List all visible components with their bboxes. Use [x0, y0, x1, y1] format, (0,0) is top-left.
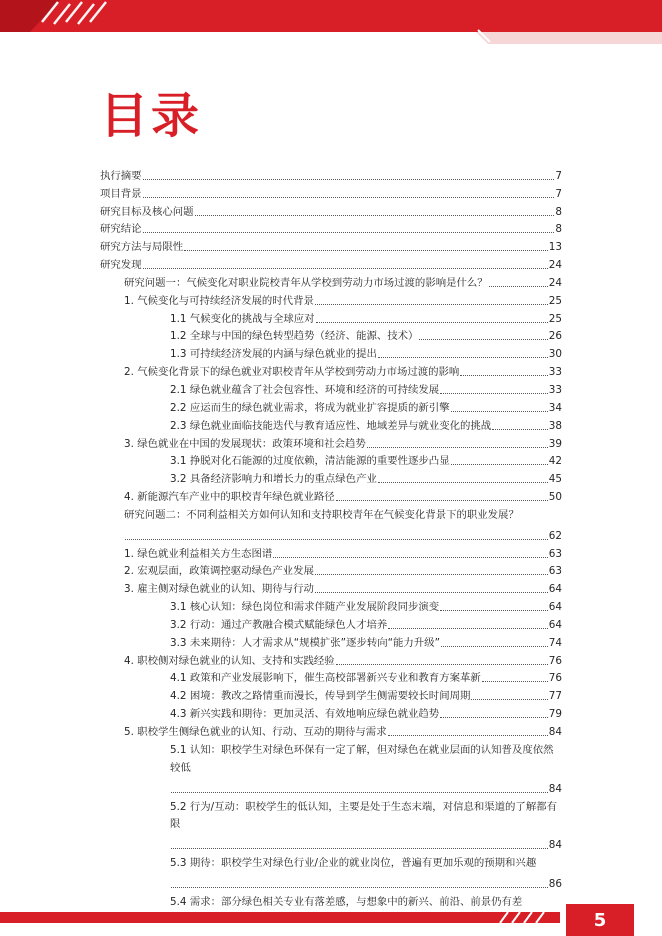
toc-entry-page: 63 — [548, 565, 562, 578]
table-of-contents — [100, 165, 562, 909]
toc-entry-page: 26 — [548, 330, 562, 343]
toc-entry-page: 33 — [548, 383, 562, 396]
page-title: 目录 — [100, 88, 203, 144]
toc-leader-dots — [440, 392, 548, 394]
toc-entry-page: 42 — [548, 455, 562, 468]
toc-entry[interactable] — [100, 379, 562, 397]
toc-entry-title: 3. 绿色就业在中国的发展现状：政策环境和社会趋势 — [124, 437, 366, 450]
toc-entry-title: 5.3 期待：职校学生对绿色行业/企业的就业岗位，普遍有更加乐观的预期和兴趣 — [170, 857, 537, 870]
toc-leader-dots — [143, 231, 555, 233]
toc-entry-page: 25 — [548, 294, 562, 307]
toc-leader-dots — [441, 645, 548, 647]
toc-entry[interactable] — [100, 433, 562, 451]
toc-entry-title: 2.3 绿色就业面临技能迭代与教育适应性、地域差异与就业变化的挑战 — [170, 419, 492, 432]
toc-entry-page: 63 — [548, 547, 562, 560]
toc-entry-page: 25 — [548, 312, 562, 325]
toc-entry[interactable] — [100, 468, 562, 486]
toc-leader-dots — [378, 356, 548, 358]
toc-entry-page: 38 — [548, 419, 562, 432]
toc-entry-title: 研究方法与局限性 — [100, 241, 184, 254]
toc-entry-page: 33 — [548, 366, 562, 379]
toc-leader-dots — [492, 428, 548, 430]
toc-entry[interactable] — [100, 326, 562, 344]
toc-entry[interactable] — [100, 415, 562, 433]
toc-entry-title: 4.1 政策和产业发展影响下，催生高校部署新兴专业和教育方案革新 — [170, 672, 481, 685]
toc-entry[interactable] — [100, 632, 562, 650]
toc-leader-dots — [471, 698, 547, 700]
toc-entry[interactable] — [100, 685, 562, 703]
toc-entry[interactable] — [100, 451, 562, 469]
bottom-decoration — [0, 912, 560, 923]
toc-entry-title: 研究结论 — [100, 223, 142, 236]
toc-entry-title: 2. 气候变化背景下的绿色就业对职校青年从学校到劳动力市场过渡的影响 — [124, 366, 460, 379]
toc-entry-title: 执行摘要 — [100, 169, 142, 182]
toc-leader-dots — [489, 285, 548, 287]
toc-entry-title: 4.2 困境：教改之路情重而漫长，传导到学生侧需要较长时间周期 — [170, 690, 471, 703]
toc-entry-title: 项目背景 — [100, 187, 142, 200]
toc-entry-title: 1.2 全球与中国的绿色转型趋势（经济、能源、技术） — [170, 330, 419, 343]
toc-entry[interactable] — [100, 183, 562, 201]
toc-entry[interactable] — [100, 543, 562, 561]
toc-leader-dots — [451, 410, 548, 412]
toc-leader-dots — [336, 663, 548, 665]
toc-entry-title: 5.4 需求：部分绿色相关专业有落差感，与想象中的新兴、前沿、前景仍有差 — [170, 895, 523, 908]
toc-entry-page: 64 — [548, 601, 562, 614]
toc-entry-title: 4.3 新兴实践和期待：更加灵活、有效地响应绿色就业趋势 — [170, 708, 440, 721]
toc-entry[interactable] — [100, 361, 562, 379]
toc-entry-page: 76 — [548, 672, 562, 685]
toc-entry-title: 3.2 具备经济影响力和增长力的重点绿色产业 — [170, 473, 377, 486]
toc-entry[interactable] — [100, 796, 562, 853]
toc-entry[interactable] — [100, 739, 562, 796]
toc-entry-page: 84 — [548, 782, 562, 795]
toc-entry[interactable] — [100, 254, 562, 272]
toc-entry-page: 62 — [548, 529, 562, 542]
toc-entry-page: 34 — [548, 401, 562, 414]
toc-entry-title: 3.2 行动：通过产教融合模式赋能绿色人才培养 — [170, 618, 388, 631]
toc-entry[interactable] — [100, 721, 562, 739]
toc-entry[interactable] — [100, 219, 562, 237]
toc-entry-title: 4. 新能源汽车产业中的职校青年绿色就业路径 — [124, 491, 335, 504]
toc-entry-title: 5.2 行为/互动：职校学生的低认知，主要是处于生态末端，对信息和渠道的了解都有限 — [170, 800, 557, 831]
toc-entry[interactable] — [100, 486, 562, 504]
toc-entry-title: 1.3 可持续经济发展的内涵与绿色就业的提出 — [170, 348, 377, 361]
toc-entry[interactable] — [100, 578, 562, 596]
toc-leader-dots — [184, 249, 548, 251]
top-banner — [0, 0, 662, 44]
toc-entry[interactable] — [100, 614, 562, 632]
toc-entry-title: 2. 宏观层面，政策调控驱动绿色产业发展 — [124, 565, 314, 578]
toc-entry-title: 3.1 挣脱对化石能源的过度依赖，清洁能源的重要性逐步凸显 — [170, 455, 450, 468]
toc-leader-dots — [315, 573, 548, 575]
toc-leader-dots — [388, 627, 548, 629]
toc-entry-page: 24 — [548, 276, 562, 289]
toc-leader-dots — [171, 886, 548, 888]
toc-entry[interactable] — [100, 343, 562, 361]
toc-entry[interactable] — [100, 397, 562, 415]
toc-leader-dots — [482, 680, 548, 682]
toc-entry-title: 3. 雇主侧对绿色就业的认知、期待与行动 — [124, 583, 314, 596]
toc-entry-page: 77 — [548, 690, 562, 703]
toc-leader-dots — [171, 847, 548, 849]
toc-entry-title: 5.1 认知：职校学生对绿色环保有一定了解，但对绿色在就业层面的认知普及度依然较低 — [170, 744, 554, 774]
toc-entry-page: 7 — [555, 169, 562, 182]
toc-leader-dots — [143, 178, 555, 180]
toc-entry-page: 39 — [548, 437, 562, 450]
toc-entry[interactable] — [100, 308, 562, 326]
toc-entry-title: 研究发现 — [100, 259, 142, 272]
toc-leader-dots — [171, 791, 548, 793]
toc-entry-page: 45 — [548, 473, 562, 486]
toc-entry-title: 研究问题二：不同利益相关方如何认知和支持职校青年在气候变化背景下的职业发展？ — [124, 509, 519, 522]
toc-leader-dots — [378, 481, 548, 483]
toc-entry-page: 74 — [548, 636, 562, 649]
toc-entry[interactable] — [100, 596, 562, 614]
toc-entry-page: 7 — [555, 187, 562, 200]
toc-entry-page: 84 — [548, 726, 562, 738]
toc-entry[interactable] — [100, 236, 562, 254]
toc-entry-title: 研究目标及核心问题 — [100, 205, 194, 218]
toc-entry-page: 64 — [548, 618, 562, 631]
toc-entry-page: 79 — [548, 708, 562, 721]
toc-entry-page: 13 — [548, 241, 562, 254]
toc-leader-dots — [195, 214, 555, 216]
toc-leader-dots — [125, 538, 548, 540]
toc-leader-dots — [419, 338, 547, 340]
toc-leader-dots — [273, 556, 547, 558]
toc-entry[interactable] — [100, 891, 562, 909]
toc-entry-page: 64 — [548, 583, 562, 596]
toc-entry-page: 24 — [548, 259, 562, 272]
toc-leader-dots — [451, 463, 548, 465]
toc-leader-dots — [460, 374, 547, 376]
toc-leader-dots — [388, 734, 548, 736]
toc-entry[interactable] — [100, 290, 562, 308]
toc-entry[interactable] — [100, 852, 562, 891]
toc-entry[interactable] — [100, 504, 562, 543]
toc-entry[interactable] — [100, 668, 562, 686]
toc-entry[interactable] — [100, 703, 562, 721]
toc-leader-dots — [316, 321, 548, 323]
toc-entry-page: 84 — [548, 839, 562, 852]
toc-leader-dots — [440, 609, 548, 611]
toc-entry-title: 4. 职校侧对绿色就业的认知、支持和实践经验 — [124, 654, 335, 667]
toc-entry-page: 30 — [548, 348, 562, 361]
toc-entry-title: 2.1 绿色就业蕴含了社会包容性、环境和经济的可持续发展 — [170, 383, 440, 396]
toc-entry-title: 5. 职校学生侧绿色就业的认知、行动、互动的期待与需求 — [124, 726, 387, 738]
toc-entry-page: 86 — [548, 877, 562, 890]
toc-entry-page: 8 — [555, 205, 562, 218]
toc-entry-title: 研究问题一：气候变化对职业院校青年从学校到劳动力市场过渡的影响是什么？ — [124, 276, 488, 289]
toc-leader-dots — [143, 267, 548, 269]
toc-entry-page: 8 — [555, 223, 562, 236]
toc-entry-title: 1.1 气候变化的挑战与全球应对 — [170, 312, 315, 325]
toc-leader-dots — [143, 196, 555, 198]
toc-entry-title: 1. 绿色就业利益相关方生态图谱 — [124, 547, 273, 560]
toc-entry-page: 50 — [548, 491, 562, 504]
toc-leader-dots — [367, 446, 548, 448]
toc-entry[interactable] — [100, 272, 562, 290]
toc-leader-dots — [315, 591, 548, 593]
page-number: 5 — [566, 904, 634, 936]
toc-leader-dots — [336, 499, 548, 501]
toc-leader-dots — [440, 716, 548, 718]
toc-entry-title: 1. 气候变化与可持续经济发展的时代背景 — [124, 294, 314, 307]
toc-entry-page: 76 — [548, 654, 562, 667]
toc-entry[interactable] — [100, 561, 562, 579]
toc-entry[interactable] — [100, 650, 562, 668]
toc-entry-title: 2.2 应运而生的绿色就业需求，将成为就业扩容提质的新引擎 — [170, 401, 450, 414]
toc-leader-dots — [315, 303, 548, 305]
toc-entry[interactable] — [100, 201, 562, 219]
toc-entry[interactable] — [100, 165, 562, 183]
toc-entry-title: 3.1 核心认知：绿色岗位和需求伴随产业发展阶段同步演变 — [170, 601, 440, 614]
toc-entry-title: 3.3 未来期待：人才需求从“规模扩张”逐步转向“能力升级” — [170, 636, 440, 649]
